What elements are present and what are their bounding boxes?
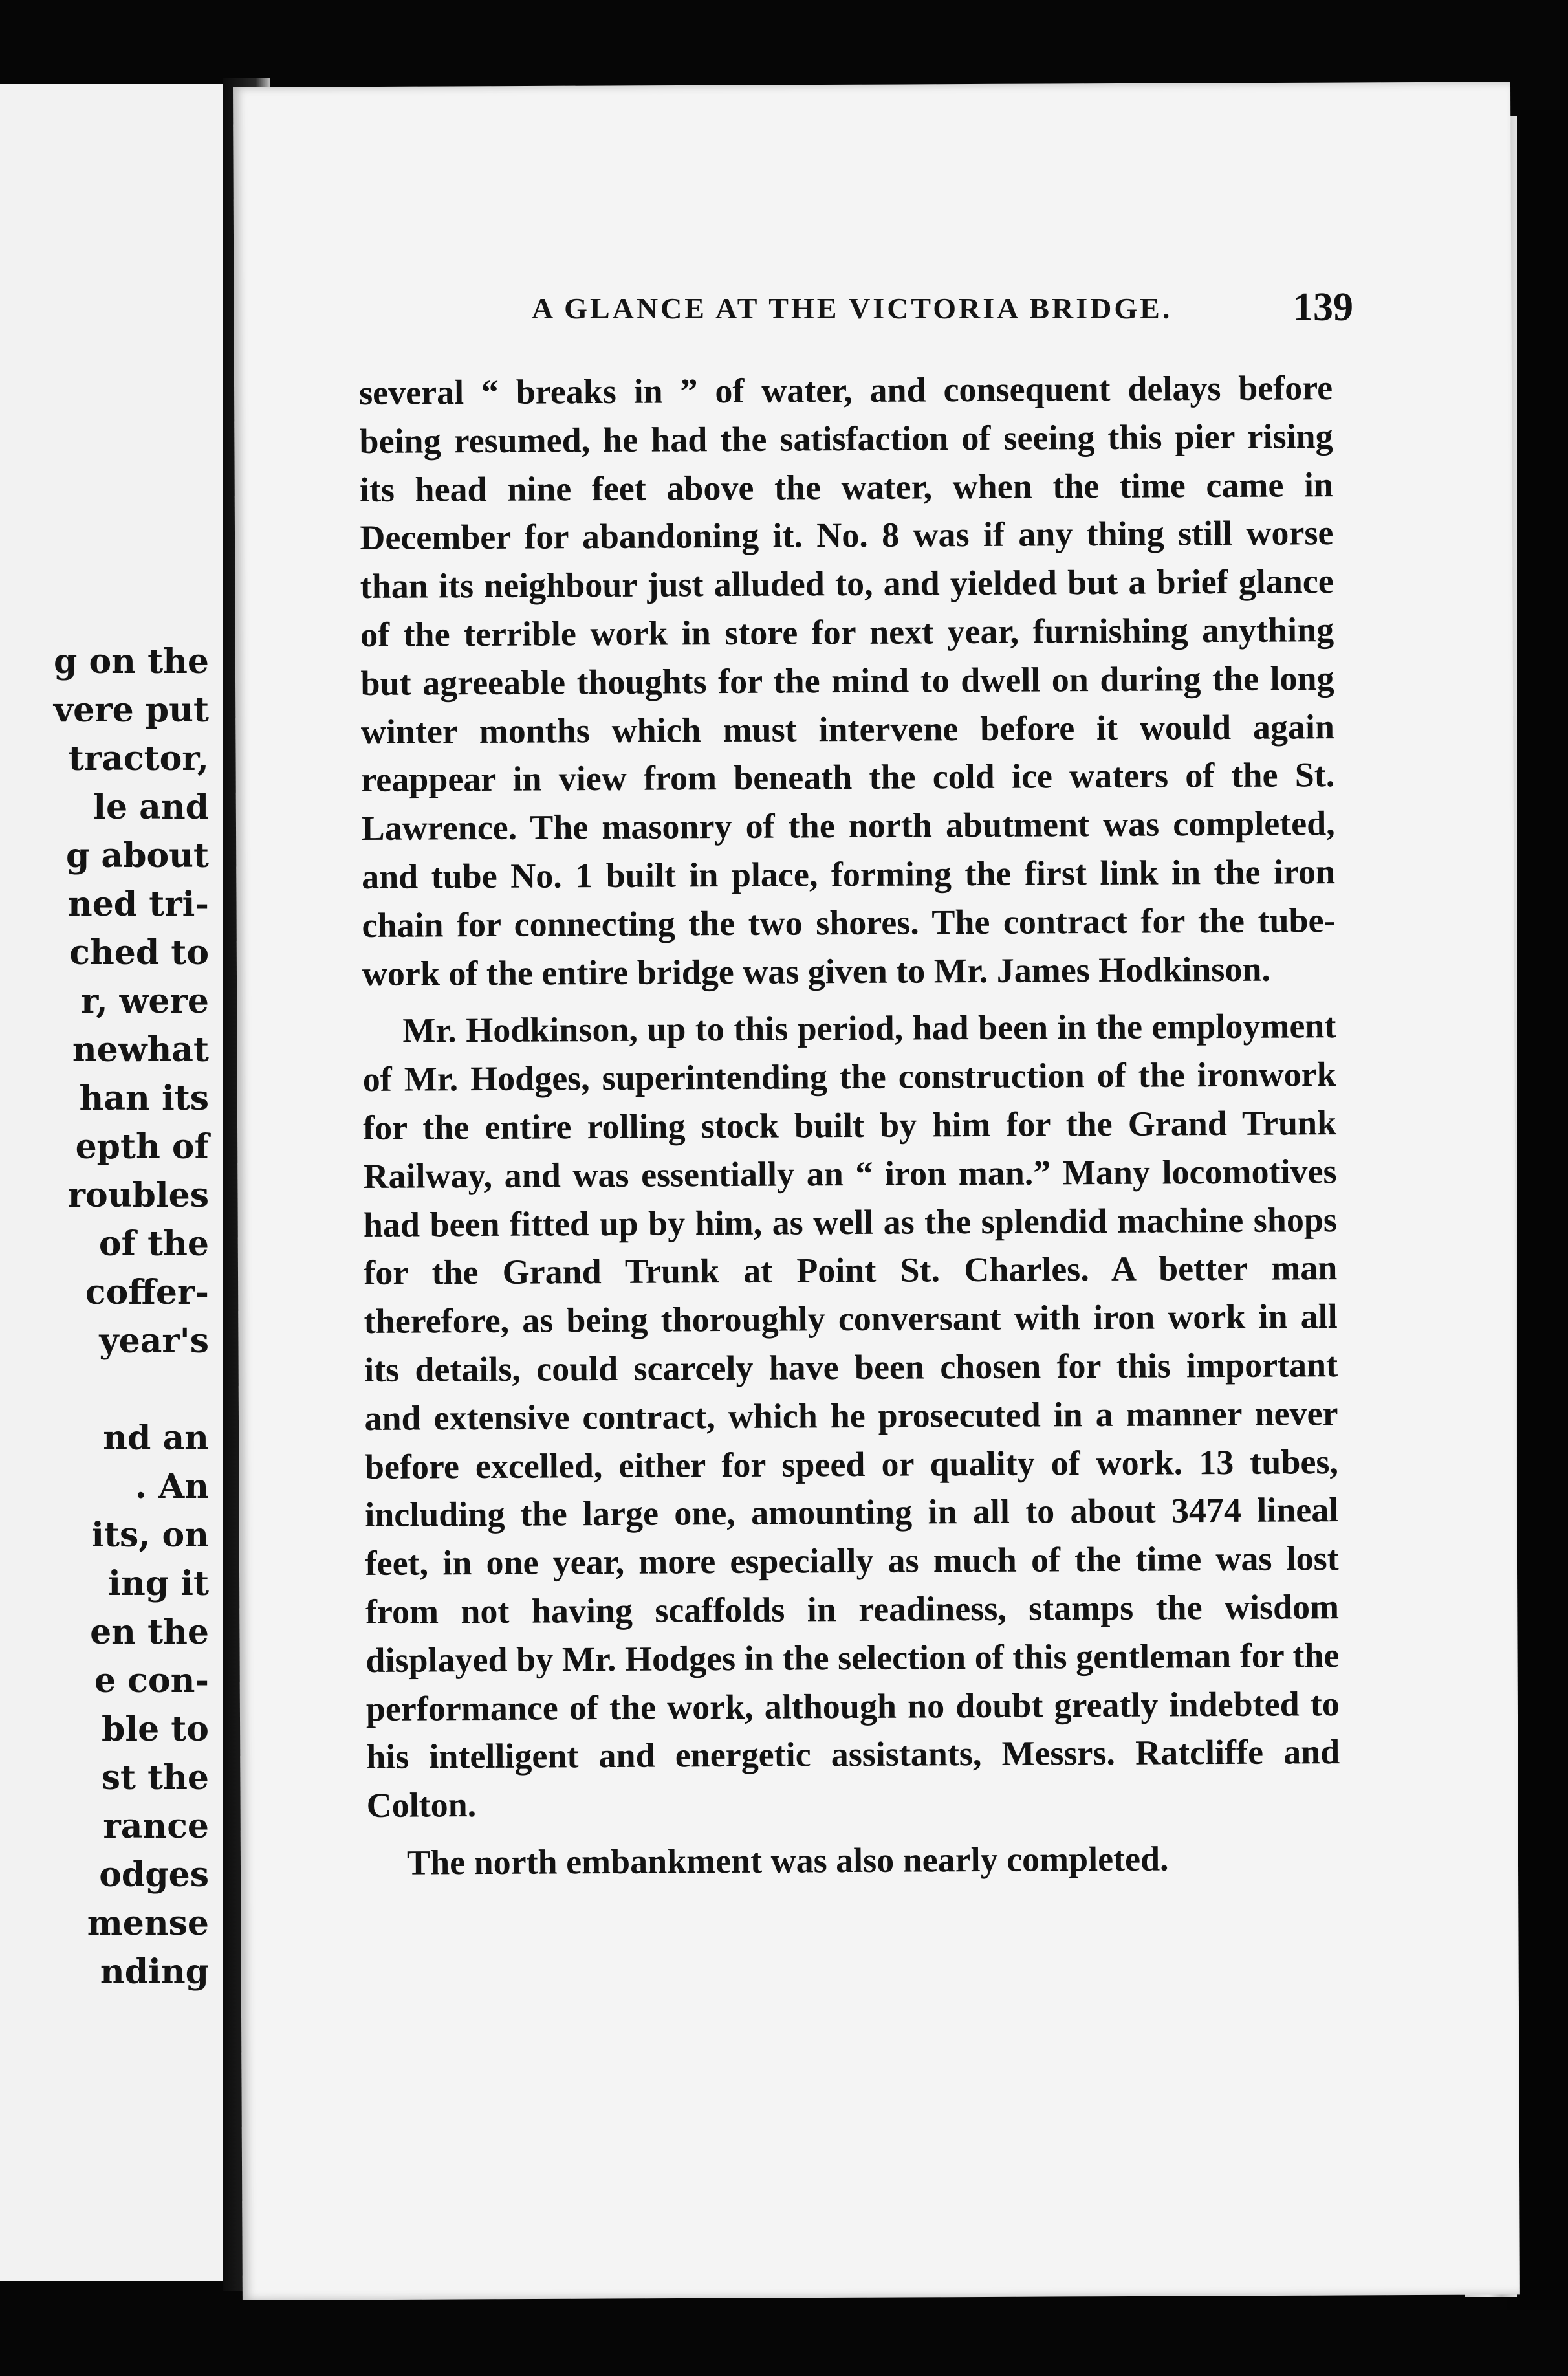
- left-page-line: ing it: [108, 1564, 209, 1603]
- left-page-line: roubles: [67, 1176, 209, 1215]
- left-page-line: rance: [103, 1807, 209, 1846]
- left-page-line: nding: [100, 1952, 209, 1992]
- left-page-line: st the: [101, 1758, 209, 1798]
- left-page-line: nd an: [103, 1418, 209, 1458]
- left-page-line: ble to: [101, 1710, 209, 1749]
- running-head: [295, 285, 1353, 330]
- left-page-gap: [54, 1365, 209, 1414]
- left-page-text: [54, 637, 209, 1996]
- left-page-line: e con-: [94, 1661, 209, 1700]
- left-page-line: le and: [93, 787, 209, 827]
- left-page-line: odges: [99, 1855, 209, 1895]
- left-page-line: its, on: [91, 1515, 209, 1555]
- left-page-line: tractor,: [68, 739, 209, 778]
- left-page-line: of the: [98, 1224, 209, 1264]
- left-page-line: year's: [99, 1321, 209, 1361]
- left-page-line: coffer-: [85, 1273, 209, 1312]
- left-page-line: en the: [90, 1612, 209, 1652]
- paragraph: The north embankment was also nearly completed.: [406, 1839, 1169, 1882]
- running-title: A GLANCE AT THE VICTORIA BRIDGE.: [532, 292, 1173, 325]
- left-page-line: newhat: [72, 1030, 209, 1070]
- left-page: [0, 84, 223, 2281]
- left-page-line: mense: [87, 1904, 209, 1943]
- left-page-line: g about: [65, 836, 209, 875]
- left-page-line: han its: [79, 1079, 209, 1118]
- left-page-line: epth of: [75, 1127, 209, 1167]
- left-page-line: vere put: [53, 690, 209, 730]
- paragraph: Mr. Hodkinson, up to this period, had been in the employment of Mr. Hodges, superintending the construction of the ironwork for the entire rolling stock built by him for the Grand Trunk Railway, and was essentially an “ iron man.” Many locomotives had been fitted up by him, as well as the splendid machine shops for the Grand Trunk at Point St. Charles. A better man therefore, as being thoroughly conversant with iron work in all its details, could scarcely have been chosen for this important and extensive contract, which he prosecuted in a manner never before excelled, either for speed or quality of work. 13 tubes, including the large one, amounting in all to about 3474 lineal feet, in one year, more especially as much of the time was lost from not having scaffolds in readiness, stamps the wisdom displayed by Mr. Hodges in the selection of this gentleman for the performance of the work, although no doubt greatly indebted to his intelligent and energetic assistants, Messrs. Ratcliffe and Colton.: [362, 1006, 1340, 1825]
- left-page-line: g on the: [54, 642, 209, 681]
- left-page-line: ned tri-: [67, 885, 209, 924]
- paragraph: several “ breaks in ” of water, and consequent delays before being resumed, he had the satisfaction of seeing this pier rising its head nine feet above the water, when the time came in December for abandoning it. No. 8 was if any thing still worse than its neighbour just alluded to, and yielded but a brief glance of the terrible work in store for next year, furnishing anything but agreeable thoughts for the mind to dwell on during the long winter months which must intervene before it would again reappear in view from beneath the cold ice waters of the St. Lawrence. The masonry of the north abutment was completed, and tube No. 1 built in place, forming the first link in the iron chain for connecting the two shores. The contract for the tube-work of the entire bridge was given to Mr. James Hodkinson.: [359, 368, 1336, 993]
- page-number: 139: [1293, 285, 1353, 329]
- page-body: [359, 364, 1340, 1887]
- left-page-line: ched to: [69, 933, 209, 973]
- left-page-line: r, were: [80, 982, 209, 1021]
- left-page-line: . An: [135, 1467, 209, 1506]
